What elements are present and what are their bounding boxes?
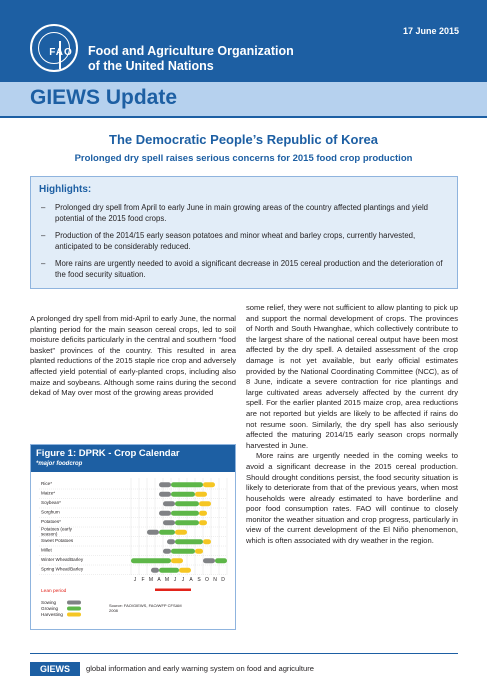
crop-label: Millet [41, 547, 52, 553]
highlight-text: More rains are urgently needed to avoid a significant decrease in 2015 cereal production and the deterioration of the food security situation. [55, 259, 443, 279]
crop-label: Potatoes* [41, 519, 61, 524]
legend-label: Growing [41, 606, 59, 611]
crop-label: Sweet Potatoes [41, 538, 74, 543]
calendar-bar-growing [171, 549, 195, 554]
report-title: The Democratic People’s Republic of Korea [109, 132, 378, 147]
calendar-bar-harvesting [171, 558, 183, 563]
highlight-text: Prolonged dry spell from April to early June in main growing areas of the country affected plantings and yield potential of the 2015 food crops. [55, 203, 429, 223]
highlights-list [39, 203, 451, 287]
footer-divider [30, 653, 458, 654]
footer-badge: GIEWS [30, 662, 80, 676]
body-paragraph: More rains are urgently needed in the coming weeks to avoid a significant decrease in the 2015 cereal production. Should drought conditions persist, the food security situation is likely to deteriorate from that of the previous years, when most households were already estimated to have borderline and poor food consumption rates. FAO will continue to closely monitor the weather situation and crop progress, particularly in view of the current development of the El Niño phenomenon, which is often associated with dry weather in the region. [246, 451, 458, 546]
footer-text: global information and early warning system on food and agriculture [86, 664, 314, 673]
body-paragraph: some relief, they were not sufficient to allow planting to pick up and support the normal development of crops. The provinces of North and South Hwanghae, which collectively contribute to the largest share of the national cereal output have been most affected by the dry spell. A detailed assessment of the crop damage is not yet available, but early official estimates provided by the National Coordinating Committee (NCC), as of 8 June, indicate a severe contraction for rice plantings and large cultivated areas adversely affected by the current dry spell. For the earlier planted 2015 maize crop, area reductions are not reported but yields are likely to be affected if rains do not resume soon. Similarly, the dry spell has also seriously affected the maturing 2014/15 early season crops normally harvested in June. [246, 303, 458, 450]
fao-logo-ring [38, 32, 73, 64]
crop-label: Winter Wheat/Barley [41, 557, 84, 562]
highlight-item [39, 259, 451, 280]
body-column-left [30, 314, 236, 399]
calendar-bar-harvesting [195, 492, 207, 497]
band-divider [0, 116, 487, 118]
crop-label: Potatoes (early season) [41, 526, 72, 537]
month-tick-label: O [205, 577, 209, 583]
fao-logo [30, 24, 78, 72]
calendar-bar-harvesting [195, 549, 203, 554]
month-tick-label: J [181, 577, 185, 583]
organization-name [88, 44, 294, 74]
calendar-bar-growing [171, 511, 199, 516]
month-tick-label: D [221, 577, 225, 583]
calendar-bar-growing [175, 520, 199, 525]
crop-label: Maize* [41, 490, 56, 496]
calendar-bar-growing [159, 530, 175, 535]
organization-name-line1: Food and Agriculture Organization [88, 44, 294, 58]
figure-subtitle: *major foodcrop [36, 461, 83, 467]
highlights-heading: Highlights: [39, 184, 92, 195]
highlights-box [30, 176, 458, 289]
calendar-bar-sowing [147, 530, 159, 535]
month-tick-label: M [148, 577, 154, 583]
calendar-bar-growing [131, 558, 171, 563]
highlight-item [39, 203, 451, 224]
giews-update-band [0, 82, 487, 116]
lean-period-label: Lean period [41, 589, 67, 594]
calendar-bar-growing [175, 539, 203, 544]
calendar-bar-sowing [163, 501, 175, 506]
bullet-dash-icon: – [41, 259, 46, 268]
calendar-bar-sowing [163, 520, 175, 525]
calendar-bar-harvesting [199, 511, 207, 516]
legend-swatch [67, 601, 81, 605]
crop-calendar-chart [31, 472, 235, 629]
legend-swatch [67, 607, 81, 611]
calendar-bar-growing [175, 501, 199, 506]
month-tick-label: F [141, 577, 145, 583]
calendar-bar-sowing [151, 568, 159, 573]
crop-label: Rice* [41, 481, 52, 486]
band-title: GIEWS Update [30, 86, 178, 109]
calendar-bar-sowing [203, 558, 215, 563]
chart-source: Source: FAO/GIEWS, FAO/WFP CFSAM 2008 [109, 603, 182, 613]
calendar-bar-harvesting [203, 539, 211, 544]
legend-label: Sowing [41, 600, 57, 605]
highlight-text: Production of the 2014/15 early season potatoes and minor wheat and barley crops, currently harvested, anticipated to be considerably reduced. [55, 231, 416, 251]
fao-logo-text: FAO [49, 47, 73, 58]
figure-title: Figure 1: DPRK - Crop Calendar [36, 448, 180, 459]
month-tick-label: N [213, 577, 217, 583]
report-header [0, 0, 487, 82]
calendar-bar-growing [159, 568, 179, 573]
month-tick-label: S [197, 577, 201, 583]
calendar-bar-sowing [159, 492, 171, 497]
publication-date: 17 June 2015 [402, 26, 459, 36]
lean-period-bar [155, 589, 191, 592]
figure-header [31, 445, 235, 472]
report-subtitle: Prolonged dry spell raises serious concerns for 2015 food crop production [74, 153, 413, 164]
calendar-bar-harvesting [179, 568, 191, 573]
calendar-bar-sowing [159, 511, 171, 516]
month-tick-label: M [164, 577, 170, 583]
month-tick-label: A [189, 577, 193, 583]
crop-calendar-figure [30, 444, 236, 630]
month-tick-label: J [133, 577, 137, 583]
calendar-bar-sowing [159, 482, 171, 487]
calendar-bar-harvesting [203, 482, 215, 487]
calendar-bar-sowing [163, 549, 171, 554]
bullet-dash-icon: – [41, 203, 46, 212]
highlight-item [39, 231, 451, 252]
body-column-right [246, 303, 458, 547]
month-tick-label: J [173, 577, 177, 583]
month-tick-label: A [157, 577, 161, 583]
crop-label: Sorghum [41, 509, 60, 515]
crop-label: Spring Wheat/Barley [41, 566, 84, 572]
calendar-bar-harvesting [199, 520, 207, 525]
organization-name-line2: of the United Nations [88, 59, 214, 73]
calendar-bar-sowing [167, 539, 175, 544]
bullet-dash-icon: – [41, 231, 46, 240]
body-paragraph: A prolonged dry spell from mid-April to early June, the normal planting period for the main season cereal crops, led to soil moisture deficits particularly in the central and southern “food basket” provinces of the country. This resulted in area planted reductions of the 2015 staple rice crop and adversely affected yield potential of early-planted crops, including also maize and soybeans. Although some rains during the second dekad of May over most of the growing areas provided [30, 314, 236, 398]
legend-label: Harvesting [41, 612, 63, 617]
calendar-bar-harvesting [199, 501, 211, 506]
crop-label: Soybean* [41, 500, 61, 505]
calendar-bar-growing [215, 558, 227, 563]
legend-swatch [67, 613, 81, 617]
calendar-bar-growing [171, 492, 195, 497]
calendar-bar-harvesting [175, 530, 187, 535]
calendar-bar-growing [171, 482, 203, 487]
